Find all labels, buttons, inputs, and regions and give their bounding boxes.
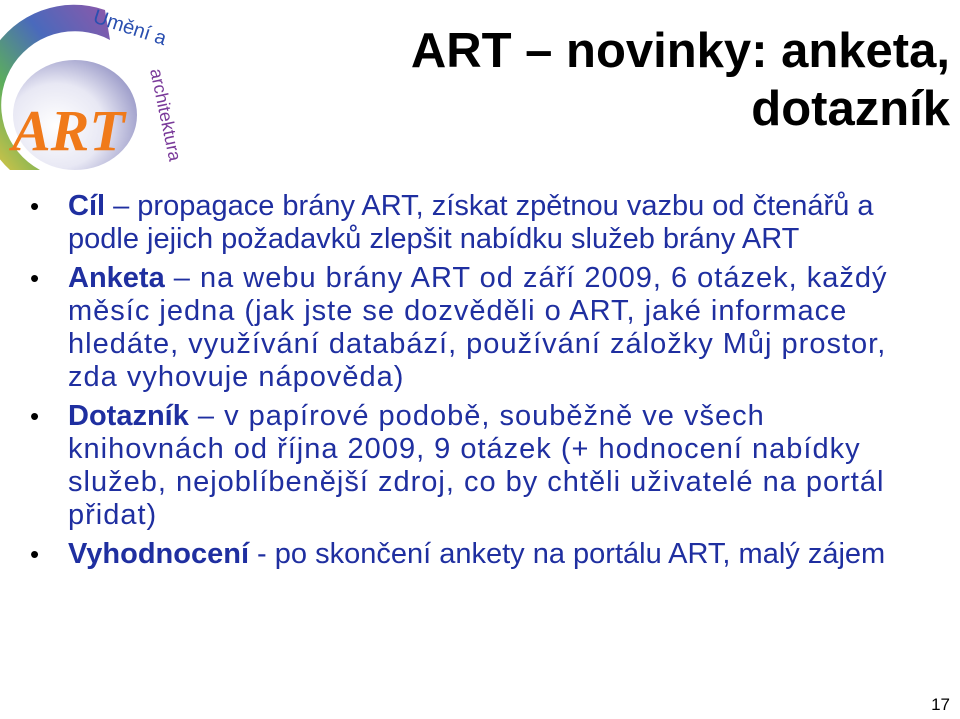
bullet-dot-icon: • [30,263,40,293]
page-number: 17 [931,695,950,714]
logo-ring-text-2: architektura [146,66,186,163]
bullet-goal-text: – propagace brány ART, získat zpětnou vazbu od čtenářů a podle jejich požadavků zlepšit nabídku služeb brány ART [68,190,874,255]
bullet-evaluation-label: Vyhodnocení [68,538,249,570]
bullet-survey-label: Anketa [68,262,165,294]
bullet-list [30,190,930,577]
bullet-evaluation-text: - po skončení ankety na portálu ART, malý zájem [249,538,886,570]
bullet-questionnaire [30,400,930,532]
bullet-questionnaire-text: – v papírové podobě, souběžně ve všech knihovnách od října 2009, 9 otázek (+ hodnocení nabídky služeb, nejoblíbenější zdroj, co by chtěli uživatelé na portál přidat) [68,400,885,531]
bullet-survey-text: – na webu brány ART od září 2009, 6 otázek, každý měsíc jedna (jak jste se dozvěděli o ART, jaké informace hledáte, využívání databází, používání záložky Můj prostor, zda vyhovuje nápověda) [68,262,888,393]
slide-title [300,22,950,138]
slide-title-line-1: ART – novinky: anketa, [410,24,950,78]
bullet-dot-icon: • [30,191,40,221]
bullet-dot-icon: • [30,539,40,569]
bullet-goal-label: Cíl [68,190,106,222]
bullet-dot-icon: • [30,401,40,431]
logo-art-text: ART [12,98,125,163]
slide-title-line-2: dotazník [751,82,950,136]
logo-ring-text: Umění a [90,5,170,51]
art-logo [0,0,186,175]
bullet-goal [30,190,930,256]
bullet-questionnaire-label: Dotazník [68,400,189,432]
bullet-evaluation [30,538,930,571]
bullet-survey [30,262,930,394]
